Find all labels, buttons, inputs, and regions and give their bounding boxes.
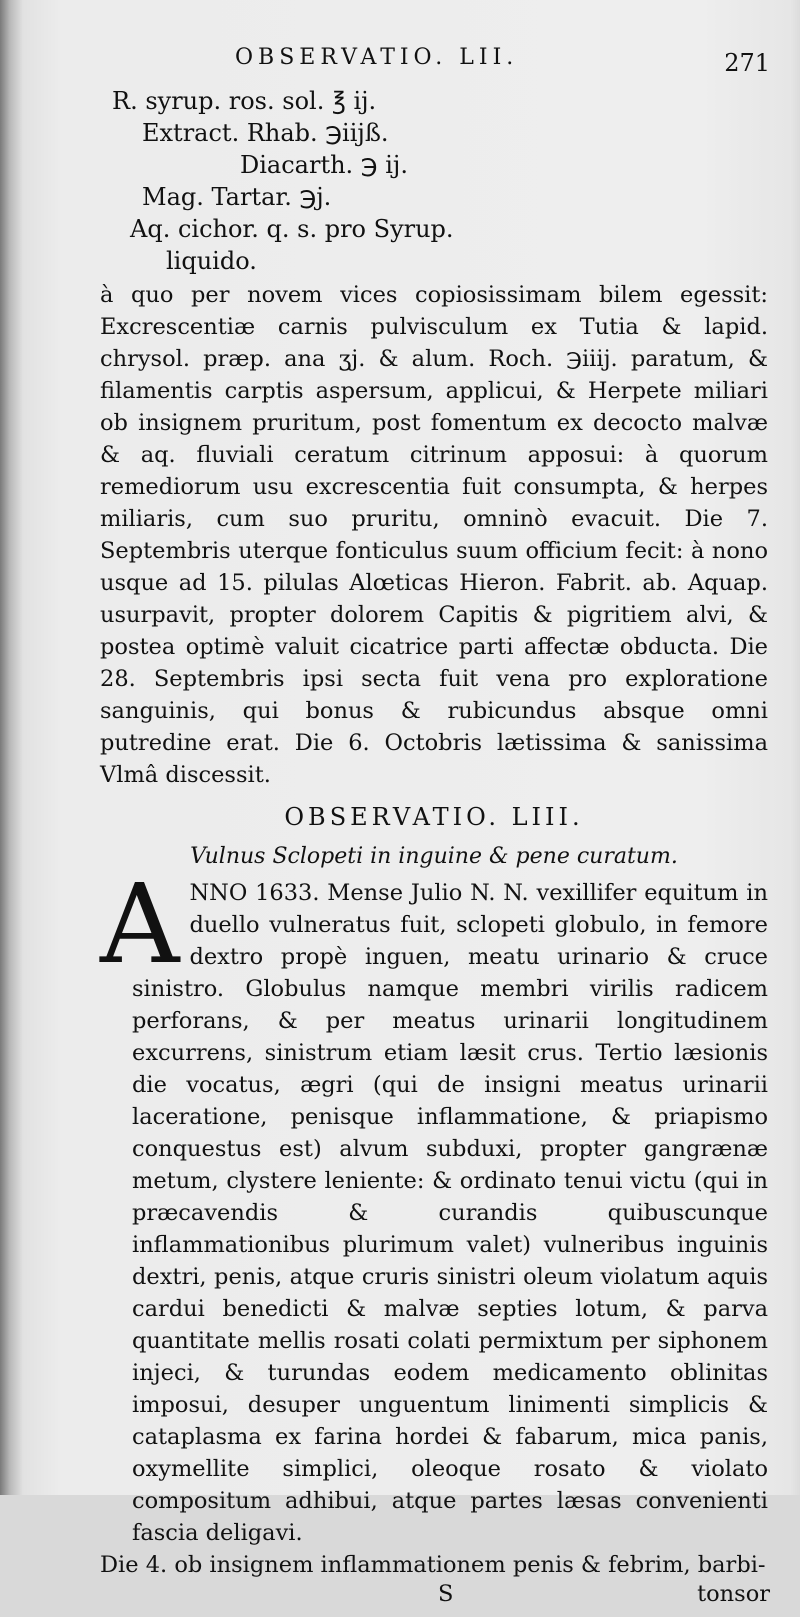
recipe-block	[100, 85, 768, 277]
recipe-line: Mag. Tartar. ℈j.	[142, 183, 332, 211]
observation-subtitle: Vulnus Sclopeti in inguine & pene curatum.	[190, 844, 678, 869]
observation-title: OBSERVATIO. LIII.	[284, 803, 584, 831]
binding-gutter	[0, 0, 22, 1495]
drop-cap: A	[100, 860, 180, 988]
running-title: OBSERVATIO. LII.	[235, 45, 519, 70]
paragraph: à quo per novem vices copiosissimam bilem egessit: Excrescentiæ carnis pulvisculum ex Tutia & lapid. chrysol. præp. ana ʒj. & alum. Roch. ℈iiij. paratum, & filamentis carptis aspersum, applicui, & Herpete miliari ob insignem pruritum, post fomentum ex decocto malvæ & aq. fluviali ceratum citrinum apposui: à quorum remediorum usu excrescentia fuit consumpta, & herpes miliaris, cum suo pruritu, omninò evacuit. Die 7. Septembris uterque fonticulus suum officium fecit: à nono usque ad 15. pilulas Alœticas Hieron. Fabrit. ab. Aquap. usurpavit, propter dolorem Capitis & pigritiem alvi, & postea optimè valuit cicatrice parti affectæ obducta. Die 28. Septembris ipsi secta fuit vena pro exploratione sanguinis, qui bonus & rubicundus absque omni putredine erat. Die 6. Octobris lætissima & sanissima Vlmâ discessit.	[100, 282, 768, 788]
catchword: tonsor	[697, 1581, 770, 1607]
paragraph: Die 4. ob insignem inflammationem penis & febrim, barbi-	[100, 1552, 766, 1578]
signature-mark: S	[438, 1581, 454, 1607]
paragraph-text: NNO 1633. Mense Julio N. N. vexillifer equitum in duello vulneratus fuit, sclopeti globulo, in femore dextro propè inguen, meatu urinario & cruce sinistro. Globulus namque membri virilis radicem perforans, & per meatus urinarii longitudinem excurrens, sinistrum etiam læsit crus. Tertio læsionis die vocatus, ægri (qui de insigni meatus urinarii laceratione, penisque inflammatione, & priapismo conquestus est) alvum subduxi, propter gangrænæ metum, clystere leniente: & ordinato tenui victu (qui in præcavendis & curandis quibuscunque inflammationibus plurimum valet) vulneribus inguinis dextri, penis, atque cruris sinistri oleum violatum aquis cardui benedicti & malvæ septies lotum, & parva quantitate mellis rosati colati permixtum per siphonem injeci, & turundas eodem medicamento oblinitas imposui, desuper unguentum linimenti simplicis & cataplasma ex farina hordei & fabarum, mica panis, oxymellite simplici, oleoque rosato & violato compositum adhibui, atque partes læsas convenienti fascia deligavi.	[132, 880, 768, 1546]
recipe-line: Extract. Rhab. ℈iiјß.	[142, 119, 389, 147]
paragraph	[100, 860, 768, 1549]
recipe-line: liquido.	[166, 247, 257, 275]
page-number: 271	[724, 49, 770, 77]
running-header	[100, 45, 768, 85]
recipe-line: Diacarth. ℈ ij.	[240, 151, 408, 179]
text-block	[100, 45, 768, 1617]
page-footer	[100, 1581, 768, 1617]
recipe-line: Aq. cichor. q. s. pro Syrup.	[130, 215, 454, 243]
recipe-line: R. syrup. ros. sol. ℥ ij.	[112, 87, 377, 115]
